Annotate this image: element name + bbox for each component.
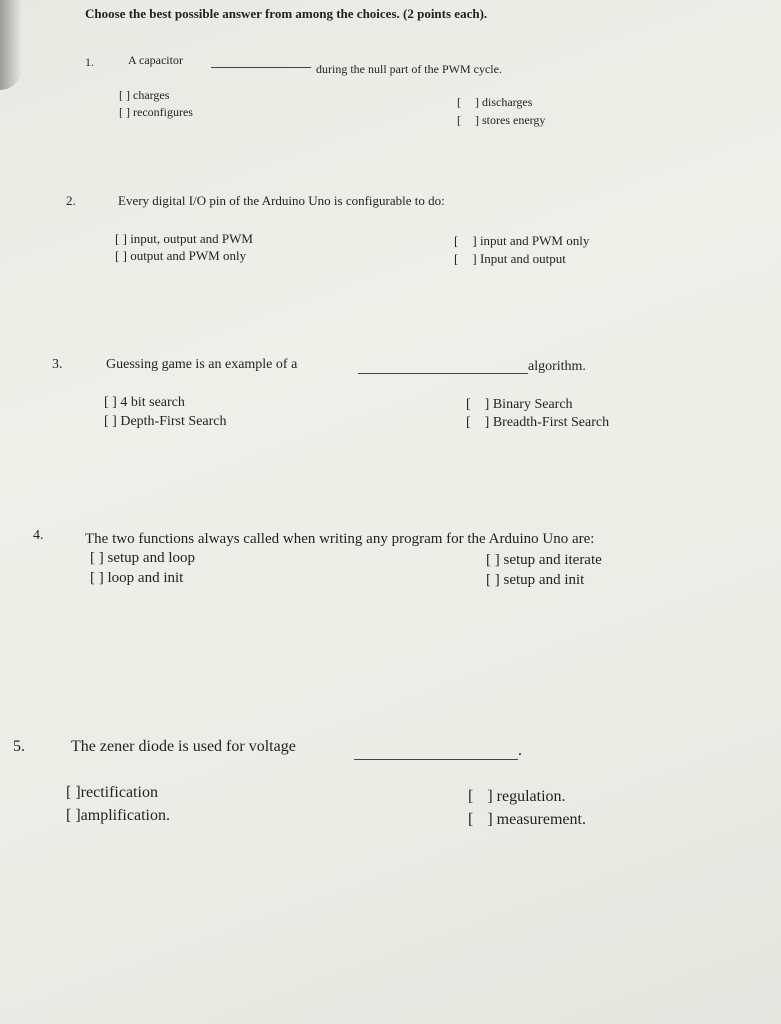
question-1-text: A capacitor [128, 53, 183, 67]
checkbox-close: ] [487, 788, 493, 805]
checkbox-open: [ [90, 550, 95, 566]
option-label: setup and iterate [503, 552, 602, 568]
option-label: setup and init [503, 572, 585, 588]
question-5-option-a[interactable] [66, 784, 158, 802]
question-1-text-after: during the null part of the PWM cycle. [316, 62, 502, 76]
question-5-option-d[interactable] [468, 811, 586, 829]
option-label: output and PWM only [130, 248, 247, 263]
option-label: input and PWM only [479, 233, 590, 248]
checkbox-close: ] [494, 572, 500, 588]
option-label: regulation. [496, 788, 566, 805]
option-label: Breadth-First Search [492, 415, 610, 430]
question-3-text-after: algorithm. [528, 359, 586, 374]
question-3-number: 3. [52, 357, 63, 372]
question-3-blank[interactable] [358, 361, 528, 374]
checkbox-open: [ [457, 95, 461, 109]
checkbox-close: ] [75, 784, 81, 801]
option-label: Binary Search [492, 397, 573, 412]
option-label: 4 bit search [120, 395, 185, 410]
checkbox-open: [ [119, 88, 123, 102]
question-4-number: 4. [33, 528, 44, 543]
option-label: measurement. [496, 811, 586, 828]
question-3-option-b[interactable] [466, 397, 573, 413]
checkbox-close: ] [75, 807, 81, 824]
option-label: stores energy [482, 113, 546, 127]
checkbox-close: ] [487, 811, 493, 828]
checkbox-close: ] [484, 397, 490, 412]
option-label: loop and init [107, 570, 184, 586]
checkbox-close: ] [475, 113, 479, 127]
checkbox-close: ] [112, 395, 117, 410]
checkbox-close: ] [472, 233, 477, 248]
option-label: setup and loop [107, 550, 195, 566]
option-label: reconfigures [133, 105, 193, 119]
page-shadow [0, 0, 22, 90]
question-2-option-a[interactable] [115, 231, 253, 247]
question-5-option-b[interactable] [468, 788, 566, 806]
checkbox-open: [ [90, 570, 95, 586]
checkbox-open: [ [468, 788, 474, 805]
checkbox-close: ] [126, 88, 130, 102]
checkbox-open: [ [486, 572, 491, 588]
option-label: Input and output [479, 251, 566, 266]
question-5-text-after: . [518, 742, 522, 759]
question-3-text: Guessing game is an example of a [106, 357, 298, 372]
question-2-number: 2. [66, 193, 76, 208]
checkbox-open: [ [466, 415, 471, 430]
question-3-option-c[interactable] [104, 414, 227, 430]
checkbox-open: [ [66, 784, 72, 801]
question-2-option-c[interactable] [115, 248, 246, 264]
question-4-text: The two functions always called when writing any program for the Arduino Uno are: [85, 531, 595, 547]
checkbox-open: [ [454, 251, 459, 266]
checkbox-open: [ [457, 113, 461, 127]
checkbox-close: ] [475, 95, 479, 109]
question-3-option-a[interactable] [104, 395, 185, 411]
option-label: rectification [80, 784, 158, 801]
checkbox-open: [ [115, 248, 120, 263]
question-5-option-c[interactable] [66, 807, 170, 825]
question-4-option-d[interactable] [486, 572, 584, 589]
question-5-text: The zener diode is used for voltage [71, 738, 296, 755]
checkbox-open: [ [468, 811, 474, 828]
checkbox-open: [ [104, 414, 109, 429]
checkbox-close: ] [494, 552, 500, 568]
checkbox-close: ] [112, 414, 117, 429]
question-1-option-c[interactable] [119, 105, 193, 120]
checkbox-close: ] [472, 251, 477, 266]
question-2-option-d[interactable] [454, 251, 566, 267]
question-4-option-c[interactable] [90, 570, 183, 587]
option-label: discharges [482, 95, 533, 109]
checkbox-open: [ [454, 233, 459, 248]
question-4-option-a[interactable] [90, 550, 195, 567]
option-label: charges [133, 88, 170, 102]
checkbox-close: ] [98, 570, 104, 586]
checkbox-open: [ [66, 807, 72, 824]
checkbox-open: [ [466, 397, 471, 412]
option-label: input, output and PWM [130, 231, 253, 246]
question-5-blank[interactable] [354, 747, 518, 760]
checkbox-open: [ [104, 395, 109, 410]
question-4-option-b[interactable] [486, 552, 602, 569]
checkbox-open: [ [486, 552, 491, 568]
checkbox-close: ] [126, 105, 130, 119]
checkbox-close: ] [484, 415, 490, 430]
question-1-option-d[interactable] [457, 113, 545, 128]
question-1-number: 1. [85, 55, 94, 69]
checkbox-open: [ [115, 231, 120, 246]
question-2-option-b[interactable] [454, 233, 589, 249]
question-1-option-b[interactable] [457, 95, 532, 110]
question-1-blank[interactable] [211, 55, 311, 68]
question-2-text: Every digital I/O pin of the Arduino Uno is configurable to do: [118, 193, 445, 208]
instructions: Choose the best possible answer from among the choices. (2 points each). [85, 6, 488, 21]
checkbox-close: ] [122, 248, 127, 263]
question-3-option-d[interactable] [466, 415, 609, 431]
option-label: amplification. [80, 807, 170, 824]
checkbox-close: ] [98, 550, 104, 566]
option-label: Depth-First Search [120, 414, 227, 429]
question-5-number: 5. [13, 738, 25, 755]
question-1-option-a[interactable] [119, 88, 169, 103]
checkbox-open: [ [119, 105, 123, 119]
checkbox-close: ] [122, 231, 127, 246]
